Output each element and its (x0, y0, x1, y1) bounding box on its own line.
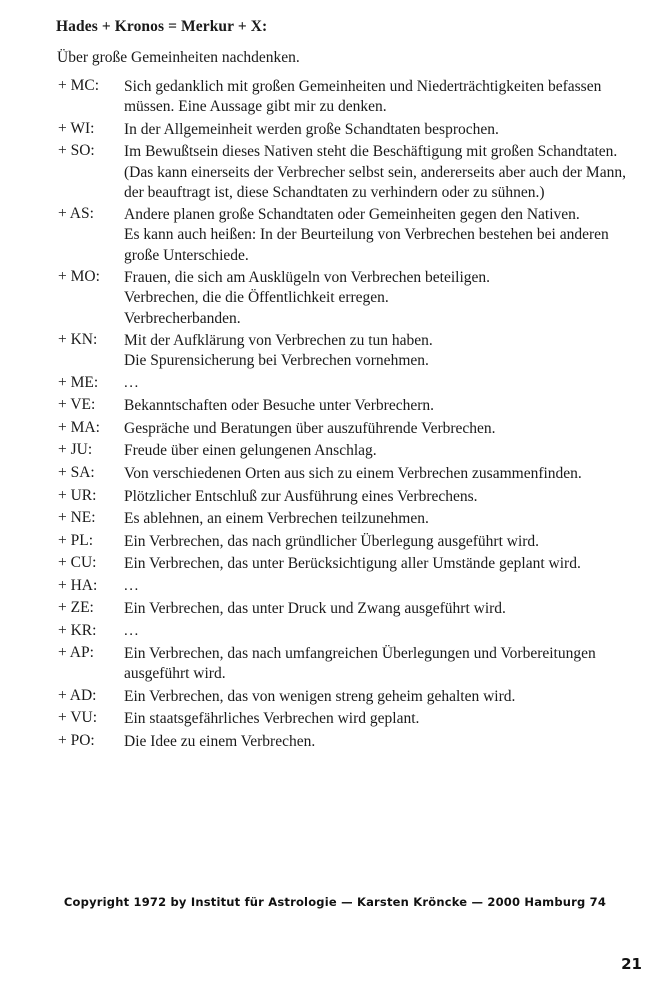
entry-text-line: Von verschiedenen Orten aus sich zu einem Verbrechen zusammenfinden. (124, 464, 582, 482)
entry-text (124, 374, 636, 394)
entry-text (124, 77, 636, 117)
entry-key: + MC: (58, 77, 100, 94)
page-number: 21 (621, 955, 642, 973)
entry-key: + KN: (58, 331, 98, 349)
entry-key: + AD: (58, 686, 97, 704)
entry-text-line: Die Idee zu einem Verbrechen. (124, 732, 316, 750)
entry-text-line: müssen. Eine Aussage gibt mir zu denken. (124, 98, 387, 116)
entry-key: + PO: (58, 731, 95, 749)
entry-text-line: Im Bewußtsein dieses Nativen steht die Beschäftigung mit großen Schandtaten. (124, 143, 618, 161)
entry-row (56, 268, 636, 328)
entry-text (124, 709, 636, 729)
entry-key: + AP: (58, 643, 94, 661)
entry-text-line: In der Allgemeinheit werden große Schandtaten besprochen. (124, 120, 499, 138)
entry-text (124, 268, 636, 328)
entry-text-line: Ein Verbrechen, das nach umfangreichen Überlegungen und Vorbereitungen (124, 644, 596, 662)
entry-text-line: große Unterschiede. (124, 246, 249, 264)
entry-text-line: Sich gedanklich mit großen Gemeinheiten und Niederträchtigkeiten befassen (124, 78, 602, 95)
entry-key: + KR: (58, 621, 97, 639)
entry-text (124, 577, 636, 597)
entry-key: + HA: (58, 577, 98, 595)
entry-row (56, 120, 636, 140)
entry-text-line: ... (124, 622, 140, 639)
entry-text-line: Verbrecherbanden. (124, 309, 241, 327)
entry-text (124, 532, 636, 552)
entry-row (56, 599, 636, 619)
entry-text (124, 732, 636, 752)
entry-key: + ZE: (58, 599, 94, 617)
entry-key: + VU: (58, 709, 98, 727)
entry-key: + UR: (58, 486, 97, 504)
entry-key: + MO: (58, 268, 100, 286)
entry-row (56, 687, 636, 707)
entry-key: + ME: (58, 373, 99, 391)
entry-text (124, 622, 636, 642)
entry-text (124, 419, 636, 439)
entry-key: + VE: (58, 395, 96, 413)
entry-text-line: Verbrechen, die die Öffentlichkeit erregen. (124, 289, 389, 307)
entry-text-line: der beauftragt ist, diese Schandtaten zu verhindern oder zu sühnen.) (124, 183, 545, 201)
entry-row (56, 77, 636, 117)
entry-text-line: Andere planen große Schandtaten oder Gemeinheiten gegen den Nativen. (124, 206, 580, 224)
entry-key: + JU: (58, 441, 93, 459)
entry-text (124, 554, 636, 574)
entry-text (124, 644, 636, 684)
entry-text-line: Plötzlicher Entschluß zur Ausführung eines Verbrechens. (124, 487, 478, 505)
entry-text-line: Ein Verbrechen, das unter Druck und Zwang ausgeführt wird. (124, 600, 506, 618)
entry-row (56, 532, 636, 552)
entry-row (56, 487, 636, 507)
page-title: Hades + Kronos = Merkur + X: (56, 18, 268, 35)
entry-row (56, 732, 636, 752)
entry-text-line: Es ablehnen, an einem Verbrechen teilzunehmen. (124, 510, 429, 528)
entry-key: + SO: (58, 142, 95, 160)
entry-text-line: (Das kann einerseits der Verbrecher selbst sein, andererseits aber auch der Mann, (124, 163, 626, 181)
entry-row (56, 441, 636, 461)
entry-text-line: Bekanntschaften oder Besuche unter Verbrechern. (124, 396, 435, 414)
entry-text-line: ... (124, 578, 140, 595)
entry-text (124, 687, 636, 707)
entry-key: + MA: (58, 418, 100, 436)
entry-text-line: Ein Verbrechen, das von wenigen streng geheim gehalten wird. (124, 687, 516, 705)
page-content (56, 18, 636, 754)
entry-row (56, 374, 636, 394)
entry-key: + WI: (58, 119, 95, 137)
entry-text (124, 396, 636, 416)
entry-text-line: Ein Verbrechen, das nach gründlicher Überlegung ausgeführt wird. (124, 532, 540, 550)
entry-text-line: ausgeführt wird. (124, 664, 226, 682)
entry-row (56, 622, 636, 642)
entry-text (124, 599, 636, 619)
entry-text-line: Die Spurensicherung bei Verbrechen vornehmen. (124, 352, 429, 370)
entry-text (124, 205, 636, 265)
entry-text (124, 142, 636, 202)
entry-row (56, 396, 636, 416)
entry-text-line: Ein staatsgefährliches Verbrechen wird geplant. (124, 710, 420, 728)
entry-row (56, 577, 636, 597)
entry-row (56, 709, 636, 729)
entry-row (56, 419, 636, 439)
entry-key: + AS: (58, 205, 94, 223)
copyright-footer: Copyright 1972 by Institut für Astrologie — Karsten Kröncke — 2000 Hamburg 74 (63, 895, 607, 909)
entry-key: + PL: (58, 531, 94, 549)
entry-key: + SA: (58, 463, 95, 481)
entry-text (124, 509, 636, 529)
entry-text-line: Mit der Aufklärung von Verbrechen zu tun haben. (124, 332, 433, 350)
entry-text-line: ... (124, 374, 140, 391)
entry-text-line: Freude über einen gelungenen Anschlag. (124, 442, 377, 460)
entry-row (56, 205, 636, 265)
entry-key: + CU: (58, 554, 97, 572)
entry-key: + NE: (58, 509, 96, 527)
entry-row (56, 509, 636, 529)
intro-paragraph: Über große Gemeinheiten nachdenken. (57, 49, 300, 66)
entry-text (124, 441, 636, 461)
entry-text-line: Ein Verbrechen, das unter Berücksichtigung aller Umstände geplant wird. (124, 555, 581, 573)
entry-row (56, 644, 636, 684)
entry-row (56, 554, 636, 574)
entry-text-line: Es kann auch heißen: In der Beurteilung von Verbrechen bestehen bei anderen (124, 226, 609, 244)
entry-text (124, 464, 636, 484)
entry-row (56, 331, 636, 371)
entry-text-line: Frauen, die sich am Ausklügeln von Verbrechen beteiligen. (124, 269, 491, 287)
entry-row (56, 464, 636, 484)
entry-text (124, 331, 636, 371)
entry-text (124, 487, 636, 507)
entry-list (56, 77, 636, 752)
entry-row (56, 142, 636, 202)
entry-text-line: Gespräche und Beratungen über auszuführende Verbrechen. (124, 419, 496, 437)
entry-text (124, 120, 636, 140)
